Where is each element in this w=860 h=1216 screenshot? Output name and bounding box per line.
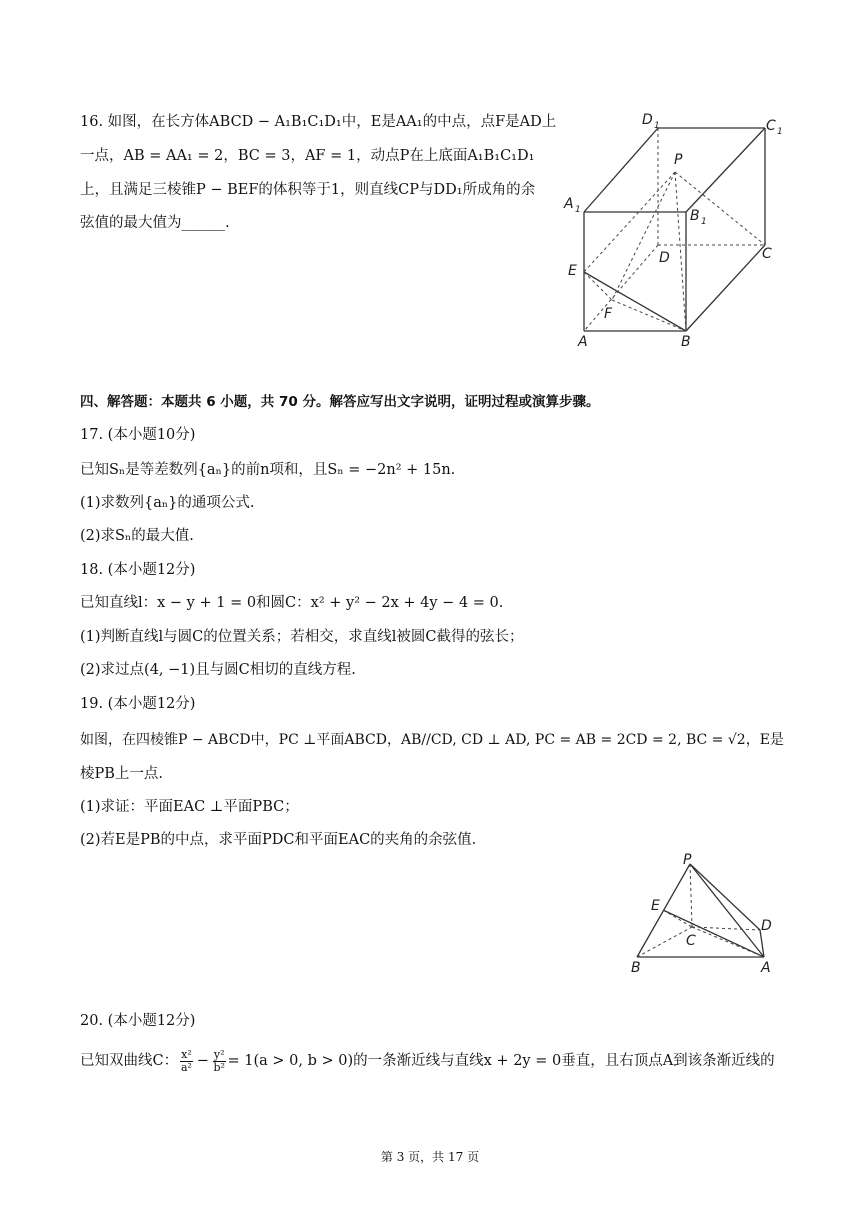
q20-text-pre: 已知双曲线C： (80, 1053, 179, 1069)
label-P: P (674, 152, 683, 168)
label-B1: B (690, 208, 700, 224)
label-E: E (568, 263, 577, 279)
label-A2: A (761, 960, 771, 976)
q16-line-1: 16. 如图，在长方体ABCD − A₁B₁C₁D₁中，E是AA₁的中点，点F是AD上 (80, 114, 557, 130)
label-E2: E (651, 898, 660, 914)
q16-line-3: 上，且满足三棱锥P − BEF的体积等于1，则直线CP与DD₁所成角的余 (80, 182, 536, 198)
label-D1-sub: 1 (654, 121, 660, 131)
q19-line-2: 棱PB上一点. (80, 766, 164, 782)
q18-line-1: 已知直线l：x − y + 1 = 0和圆C：x² + y² − 2x + 4y − 4 = 0. (80, 595, 504, 611)
page-footer: 第 3 页，共 17 页 (380, 1150, 480, 1164)
label-D: D (659, 250, 670, 266)
label-A1-sub: 1 (575, 205, 581, 215)
label-B: B (681, 334, 691, 350)
fraction-y2-b2 (213, 1049, 226, 1074)
q17-line-1: 已知Sₙ是等差数列{aₙ}的前n项和，且Sₙ = −2n² + 15n. (80, 462, 456, 478)
q19-line-4: (2)若E是PB的中点，求平面PDC和平面EAC的夹角的余弦值. (80, 832, 477, 848)
q16-box-figure (560, 100, 800, 360)
label-F: F (604, 306, 613, 322)
q16-line-2: 一点，AB = AA₁ = 2，BC = 3，AF = 1，动点P在上底面A₁B₁C₁D₁ (80, 148, 535, 164)
frac1-den: a² (180, 1060, 192, 1074)
label-C2: C (686, 933, 696, 949)
q17-line-2: (1)求数列{aₙ}的通项公式. (80, 495, 255, 511)
section-heading: 四、解答题：本题共 6 小题，共 70 分。解答应写出文字说明，证明过程或演算步骤。 (80, 394, 600, 410)
q20-text-post: = 1(a > 0, b > 0)的一条渐近线与直线x + 2y = 0垂直，且右顶点A到该条渐近线的 (227, 1053, 775, 1069)
q18-line-3: (2)求过点(4, −1)且与圆C相切的直线方程. (80, 662, 356, 678)
label-C1-sub: 1 (777, 127, 783, 137)
frac2-num: y² (213, 1047, 225, 1061)
q18-line-2: (1)判断直线l与圆C的位置关系；若相交，求直线l被圆C截得的弦长； (80, 629, 524, 645)
q20-line-1 (80, 1045, 775, 1077)
label-A: A (578, 334, 588, 350)
frac1-num: x² (181, 1047, 192, 1061)
label-C1: C (766, 118, 776, 134)
label-B1-sub: 1 (701, 217, 707, 227)
q19-header: 19. (本小题12分) (80, 696, 196, 712)
label-A1: A (564, 196, 574, 212)
label-B2: B (631, 960, 641, 976)
fraction-x2-a2 (180, 1049, 193, 1074)
q19-line-1: 如图，在四棱锥P − ABCD中，PC ⊥平面ABCD，AB//CD, CD ⊥ AD, PC = AB = 2CD = 2, BC = √2，E是 (80, 732, 784, 748)
label-C: C (762, 246, 772, 262)
q17-header: 17. (本小题10分) (80, 427, 196, 443)
q17-line-3: (2)求Sₙ的最大值. (80, 528, 194, 544)
q16-line-4: 弦值的最大值为______. (80, 215, 230, 231)
q19-line-3: (1)求证：平面EAC ⊥平面PBC； (80, 799, 299, 815)
label-D1: D (642, 112, 653, 128)
q20-minus: − (196, 1053, 209, 1069)
label-P2: P (683, 852, 692, 868)
q18-header: 18. (本小题12分) (80, 562, 196, 578)
q19-pyramid-figure (625, 850, 785, 980)
frac2-den: b² (213, 1060, 225, 1074)
label-D2: D (761, 918, 772, 934)
q20-header: 20. (本小题12分) (80, 1013, 196, 1029)
